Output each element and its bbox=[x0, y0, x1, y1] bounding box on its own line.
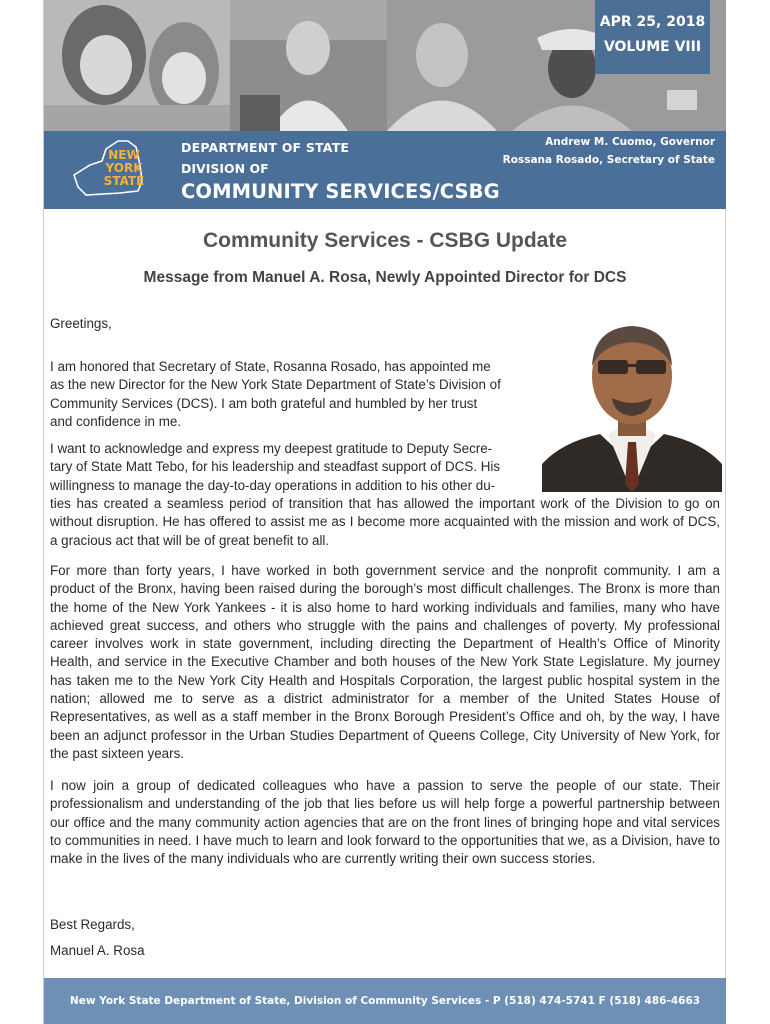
logo-word-new: NEW bbox=[108, 148, 140, 162]
paragraph-2-rest: ties has created a seamless period of transition that has allowed the important work of the Division to go on without disruption. He has offered to assist me as I become more acquainted with the mission and work of DCS, a gracious act that will be of great benefit to all. bbox=[50, 496, 720, 548]
logo-word-york: YORK bbox=[105, 161, 143, 175]
paragraph-3: For more than forty years, I have worked in both government service and the nonprofit community. I am a product of the Bronx, having been raised during the borough’s most difficult challenges. The Bronx is more than the home of the New York Yankees - it is also home to hard working individuals and families, many who have achieved great success, and others who struggle with the pains and challenges of poverty. My professional career involves work in state government, including directing the Department of Health’s Office of Minority Health, and service in the Executive Chamber and both houses of the New York State Legislature. My journey has taken me to the New York City Health and Hospitals Corporation, the largest public hospital system in the nation; allowed me to serve as a district administrator for a member of the United States House of Representatives, as well as a staff member in the Bronx Borough President’s Office and oh, by the way, I have been an adjunct professor in the Urban Studies Department of Queens College, City University of New York, for the past sixteen years. bbox=[50, 563, 720, 761]
paragraph-2-line: willingness to manage the day-to-day operations in addition to his other du- bbox=[50, 477, 496, 493]
logo-word-state: STATE bbox=[103, 174, 145, 188]
issue-date-box bbox=[595, 0, 710, 74]
paragraph-1-line: I am honored that Secretary of State, Rosanna Rosado, has appointed me bbox=[50, 359, 491, 374]
division-label: DIVISION OF bbox=[181, 161, 269, 176]
division-name: COMMUNITY SERVICES/CSBG bbox=[181, 180, 500, 203]
article-subtitle: Message from Manuel A. Rosa, Newly Appointed Director for DCS bbox=[143, 269, 627, 286]
paragraph-2-line: tary of State Matt Tebo, for his leadership and steadfast support of DCS. His bbox=[50, 459, 501, 475]
new-york-state-logo bbox=[56, 135, 166, 205]
paragraph-1 bbox=[50, 358, 501, 431]
paragraph-1-line: as the new Director for the New York State Department of State’s Division of bbox=[50, 377, 501, 393]
footer-contact: New York State Department of State, Division of Community Services - P (518) 474-5741 F (518) 486-4663 bbox=[69, 995, 701, 1007]
paragraph-1-line: and confidence in me. bbox=[50, 413, 182, 429]
governor-credit: Andrew M. Cuomo, Governor bbox=[545, 136, 715, 148]
paragraph-2-line: I want to acknowledge and express my deepest gratitude to Deputy Secre- bbox=[50, 441, 493, 456]
man-at-desk-photo bbox=[230, 0, 387, 131]
masthead-banner bbox=[44, 131, 726, 209]
article-title: Community Services - CSBG Update bbox=[202, 229, 568, 252]
department-name: DEPARTMENT OF STATE bbox=[181, 140, 350, 155]
signature: Manuel A. Rosa bbox=[50, 943, 145, 958]
paragraph-4: I now join a group of dedicated colleagues who have a passion to serve the people of our state. Their professionalism and understanding of the job that lies before us will help forge a powerful partnership between our office and the many community action agencies that are on the front lines of bringing hope and vital services to communities in need. I have much to learn and look forward to the opportunities that we, as a Division, have to make in the lives of the many individuals who are currently writing their own success stories. bbox=[50, 778, 720, 867]
footer-bar bbox=[44, 978, 726, 1024]
issue-date: APR 25, 2018 bbox=[599, 14, 706, 30]
paragraph-2-head bbox=[50, 440, 500, 495]
secretary-credit: Rossana Rosado, Secretary of State bbox=[502, 154, 715, 166]
paragraph-1-line: Community Services (DCS). I am both grateful and humbled by her trust bbox=[50, 395, 478, 411]
closing: Best Regards, bbox=[50, 917, 135, 932]
students-photo bbox=[44, 0, 230, 131]
greeting: Greetings, bbox=[50, 316, 112, 331]
director-portrait bbox=[542, 314, 722, 492]
issue-volume: VOLUME VIII bbox=[603, 39, 702, 55]
